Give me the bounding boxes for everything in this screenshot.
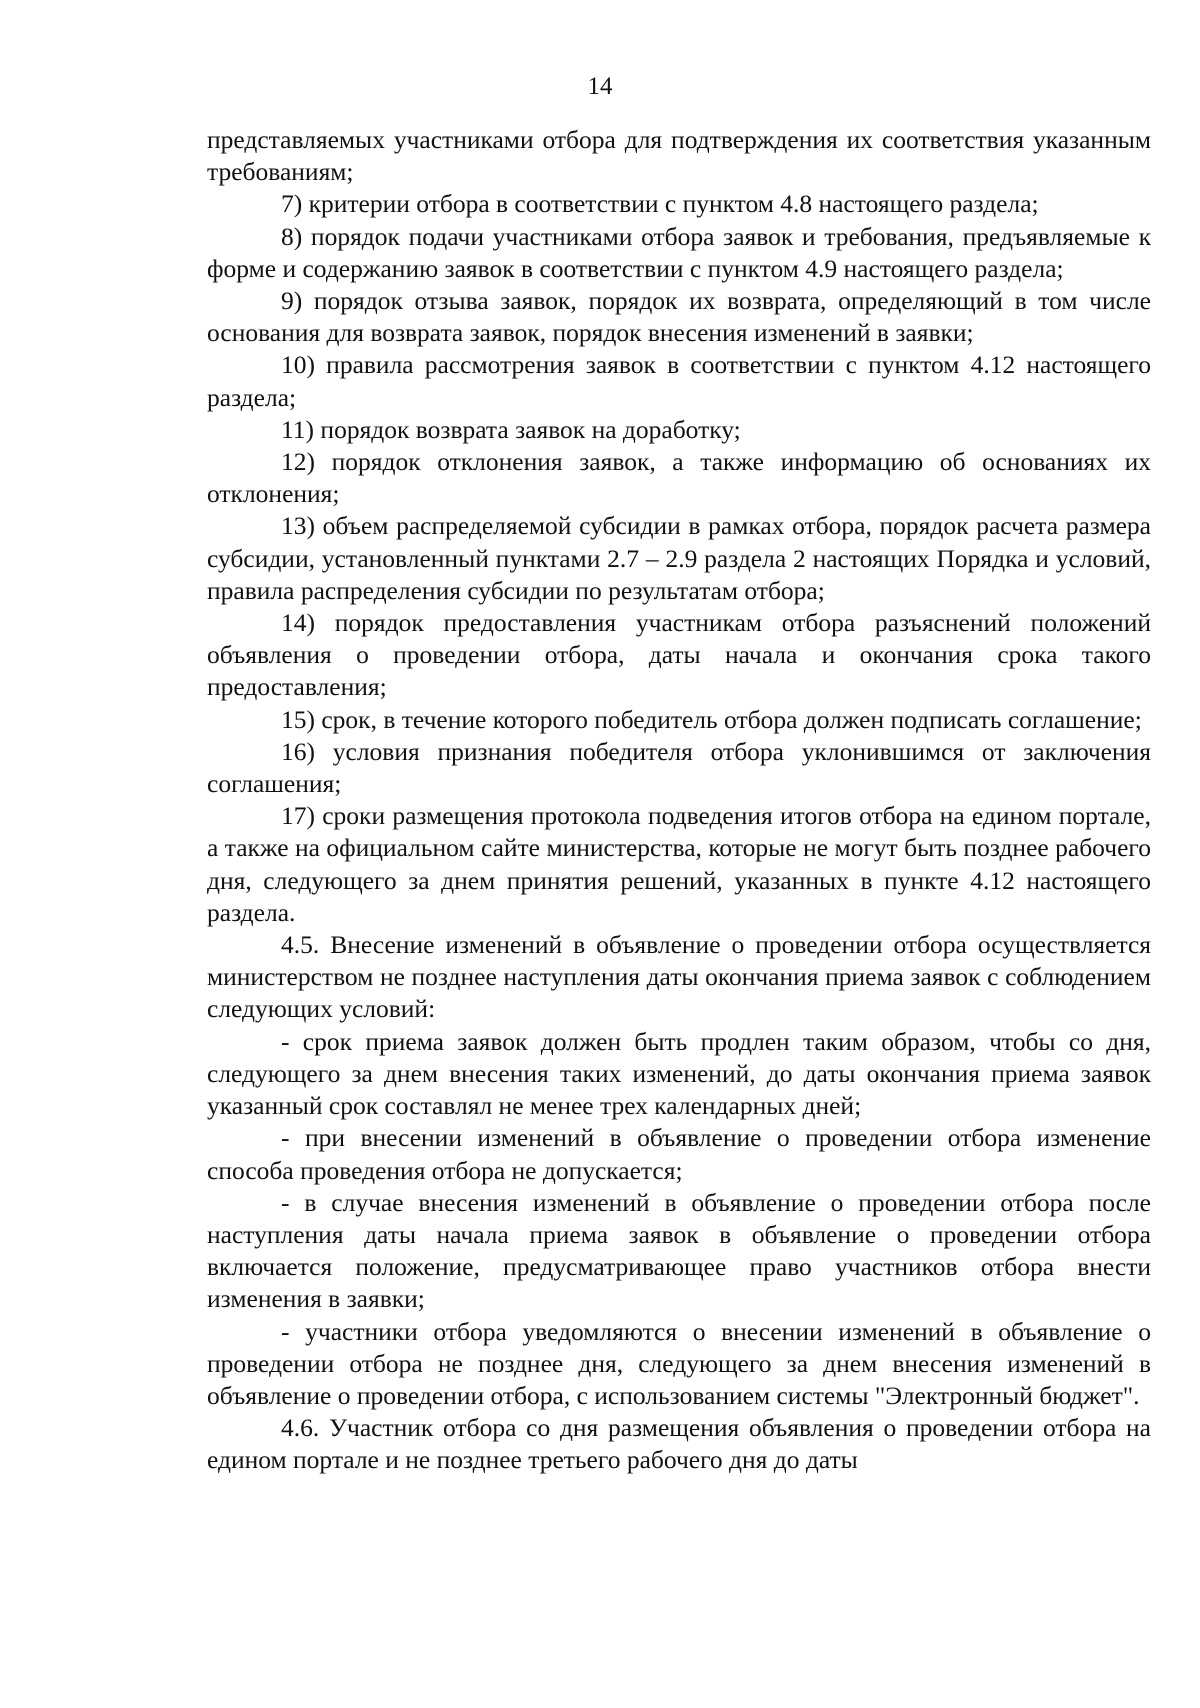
paragraph-section-4-6: 4.6. Участник отбора со дня размещения объявления о проведении отбора на едином портале и не позднее третьего рабочего дня до даты: [207, 1413, 1151, 1475]
paragraph-item-13: 13) объем распределяемой субсидии в рамках отбора, порядок расчета размера субсидии, установленный пунктами 2.7 – 2.9 раздела 2 настоящих Порядка и условий, правила распределения субсидии по результатам отбора;: [207, 511, 1151, 605]
paragraph-item-11: 11) порядок возврата заявок на доработку;: [281, 414, 741, 444]
paragraph-condition-2: - при внесении изменений в объявление о проведении отбора изменение способа проведения отбора не допускается;: [207, 1123, 1151, 1185]
paragraph-item-9: 9) порядок отзыва заявок, порядок их возврата, определяющий в том числе основания для возврата заявок, порядок внесения изменений в заявки;: [207, 286, 1151, 348]
paragraph-condition-3: - в случае внесения изменений в объявление о проведении отбора после наступления даты начала приема заявок в объявление о проведении отбора включается положение, предусматривающее право участников отбора внести изменения в заявки;: [207, 1187, 1151, 1314]
paragraph-item-15: 15) срок, в течение которого победитель отбора должен подписать соглашение;: [281, 704, 1142, 734]
paragraph-item-14: 14) порядок предоставления участникам отбора разъяснений положений объявления о проведении отбора, даты начала и окончания срока такого предоставления;: [207, 608, 1151, 702]
paragraph-condition-1: - срок приема заявок должен быть продлен таким образом, чтобы со дня, следующего за днем внесения таких изменений, до даты окончания приема заявок указанный срок составлял не менее трех календарных дней;: [207, 1026, 1151, 1121]
paragraph-continuation: представляемых участниками отбора для подтверждения их соответствия указанным требованиям;: [207, 125, 1151, 187]
paragraph-condition-4: - участники отбора уведомляются о внесении изменений в объявление о проведении отбора не позднее дня, следующего за днем внесения изменений в объявление о проведении отбора, с использованием системы "Электронный бюджет".: [207, 1316, 1151, 1410]
paragraph-item-7: 7) критерии отбора в соответствии с пунктом 4.8 настоящего раздела;: [281, 189, 1039, 219]
paragraph-section-4-5: 4.5. Внесение изменений в объявление о проведении отбора осуществляется министерством не позднее наступления даты окончания приема заявок с соблюдением следующих условий:: [207, 930, 1151, 1024]
page-number: 14: [587, 73, 613, 100]
paragraph-item-12: 12) порядок отклонения заявок, а также информацию об основаниях их отклонения;: [207, 447, 1151, 509]
paragraph-item-16: 16) условия признания победителя отбора уклонившимся от заключения соглашения;: [207, 736, 1151, 799]
document-body: [207, 124, 1151, 1477]
paragraph-item-17: 17) сроки размещения протокола подведения итогов отбора на едином портале, а также на официальном сайте министерства, которые не могут быть позднее рабочего дня, следующего за днем принятия решений, указанных в пункте 4.12 настоящего раздела.: [207, 801, 1151, 927]
paragraph-item-10: 10) правила рассмотрения заявок в соответствии с пунктом 4.12 настоящего раздела;: [207, 350, 1151, 412]
paragraph-item-8: 8) порядок подачи участниками отбора заявок и требования, предъявляемые к форме и содержанию заявок в соответствии с пунктом 4.9 настоящего раздела;: [207, 221, 1151, 283]
